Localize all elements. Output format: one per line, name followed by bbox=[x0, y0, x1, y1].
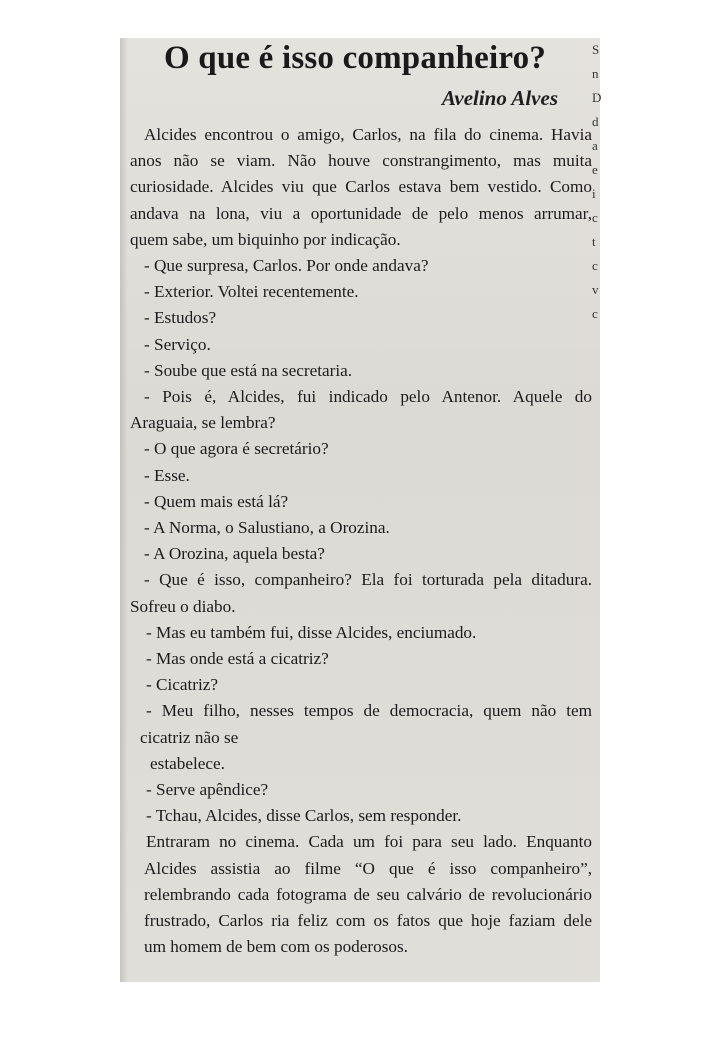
dialogue-line: - Cicatriz? bbox=[146, 675, 219, 695]
text-line: frustrado, Carlos ria feliz com os fatos que hoje faziam dele bbox=[144, 911, 592, 931]
dialogue-line: - Meu filho, nesses tempos de democracia, quem não tem bbox=[146, 701, 592, 721]
dialogue-line: - Exterior. Voltei recentemente. bbox=[144, 282, 359, 302]
side-letter: e bbox=[592, 162, 598, 177]
text-line: Alcides encontrou o amigo, Carlos, na fila do cinema. Havia bbox=[144, 125, 592, 144]
text-line: Alcides assistia ao filme “O que é isso companheiro”, bbox=[144, 858, 592, 878]
dialogue-line: - Que é isso, companheiro? Ela foi torturada pela ditadura. bbox=[144, 570, 592, 590]
text-line: quem sabe, um biquinho por indicação. bbox=[130, 229, 401, 249]
dialogue-line: - Serviço. bbox=[144, 334, 211, 354]
dialogue-line: - Estudos? bbox=[144, 308, 217, 328]
article-body bbox=[130, 122, 592, 961]
text-line: curiosidade. Alcides viu que Carlos estava bem vestido. Como bbox=[130, 177, 592, 197]
side-letter: n bbox=[592, 66, 599, 81]
side-letter: c bbox=[592, 210, 598, 225]
side-letter: c bbox=[592, 306, 598, 321]
dialogue-line: - A Norma, o Salustiano, a Orozina. bbox=[144, 518, 390, 538]
side-letter: v bbox=[592, 282, 599, 297]
dialogue-line: - O que agora é secretário? bbox=[144, 439, 329, 459]
side-letter: i bbox=[592, 186, 596, 201]
dialogue-line: Araguaia, se lembra? bbox=[130, 413, 276, 433]
text-line: relembrando cada fotograma de seu calvário de revolucionário bbox=[144, 884, 592, 904]
text-line: Entraram no cinema. Cada um foi para seu lado. Enquanto bbox=[146, 832, 592, 852]
side-letter: t bbox=[592, 234, 596, 249]
adjacent-column-fragment bbox=[592, 38, 610, 338]
dialogue-line: - Esse. bbox=[144, 465, 190, 485]
side-letter: a bbox=[592, 138, 598, 153]
text-line: andava na lona, viu a oportunidade de pelo menos arrumar, bbox=[130, 203, 592, 223]
text-line: um homem de bem com os poderosos. bbox=[144, 937, 408, 957]
article-author: Avelino Alves bbox=[441, 86, 558, 110]
dialogue-line: - Tchau, Alcides, disse Carlos, sem responder. bbox=[146, 806, 462, 826]
dialogue-line: cicatriz não se bbox=[140, 727, 239, 747]
dialogue-line: - Soube que está na secretaria. bbox=[144, 360, 353, 380]
side-letter: c bbox=[592, 258, 598, 273]
article-title: O que é isso companheiro? bbox=[163, 40, 547, 76]
paper-fold-shadow bbox=[120, 38, 128, 982]
dialogue-line: - Mas eu também fui, disse Alcides, enciumado. bbox=[146, 622, 477, 642]
text-line: anos não se viam. Não houve constrangimento, mas muita bbox=[130, 151, 592, 171]
dialogue-line: - Quem mais está lá? bbox=[144, 491, 289, 511]
side-letter: D bbox=[592, 90, 602, 105]
dialogue-line: - Serve apêndice? bbox=[146, 780, 269, 800]
dialogue-line: - Mas onde está a cicatriz? bbox=[146, 649, 329, 669]
side-letter: S bbox=[592, 42, 600, 57]
dialogue-line: - Que surpresa, Carlos. Por onde andava? bbox=[144, 256, 429, 276]
dialogue-line: - Pois é, Alcides, fui indicado pelo Antenor. Aquele do bbox=[144, 387, 592, 407]
side-letter: d bbox=[592, 114, 599, 129]
dialogue-line: Sofreu o diabo. bbox=[130, 596, 236, 616]
dialogue-line: estabelece. bbox=[150, 753, 225, 773]
dialogue-line: - A Orozina, aquela besta? bbox=[144, 544, 325, 564]
